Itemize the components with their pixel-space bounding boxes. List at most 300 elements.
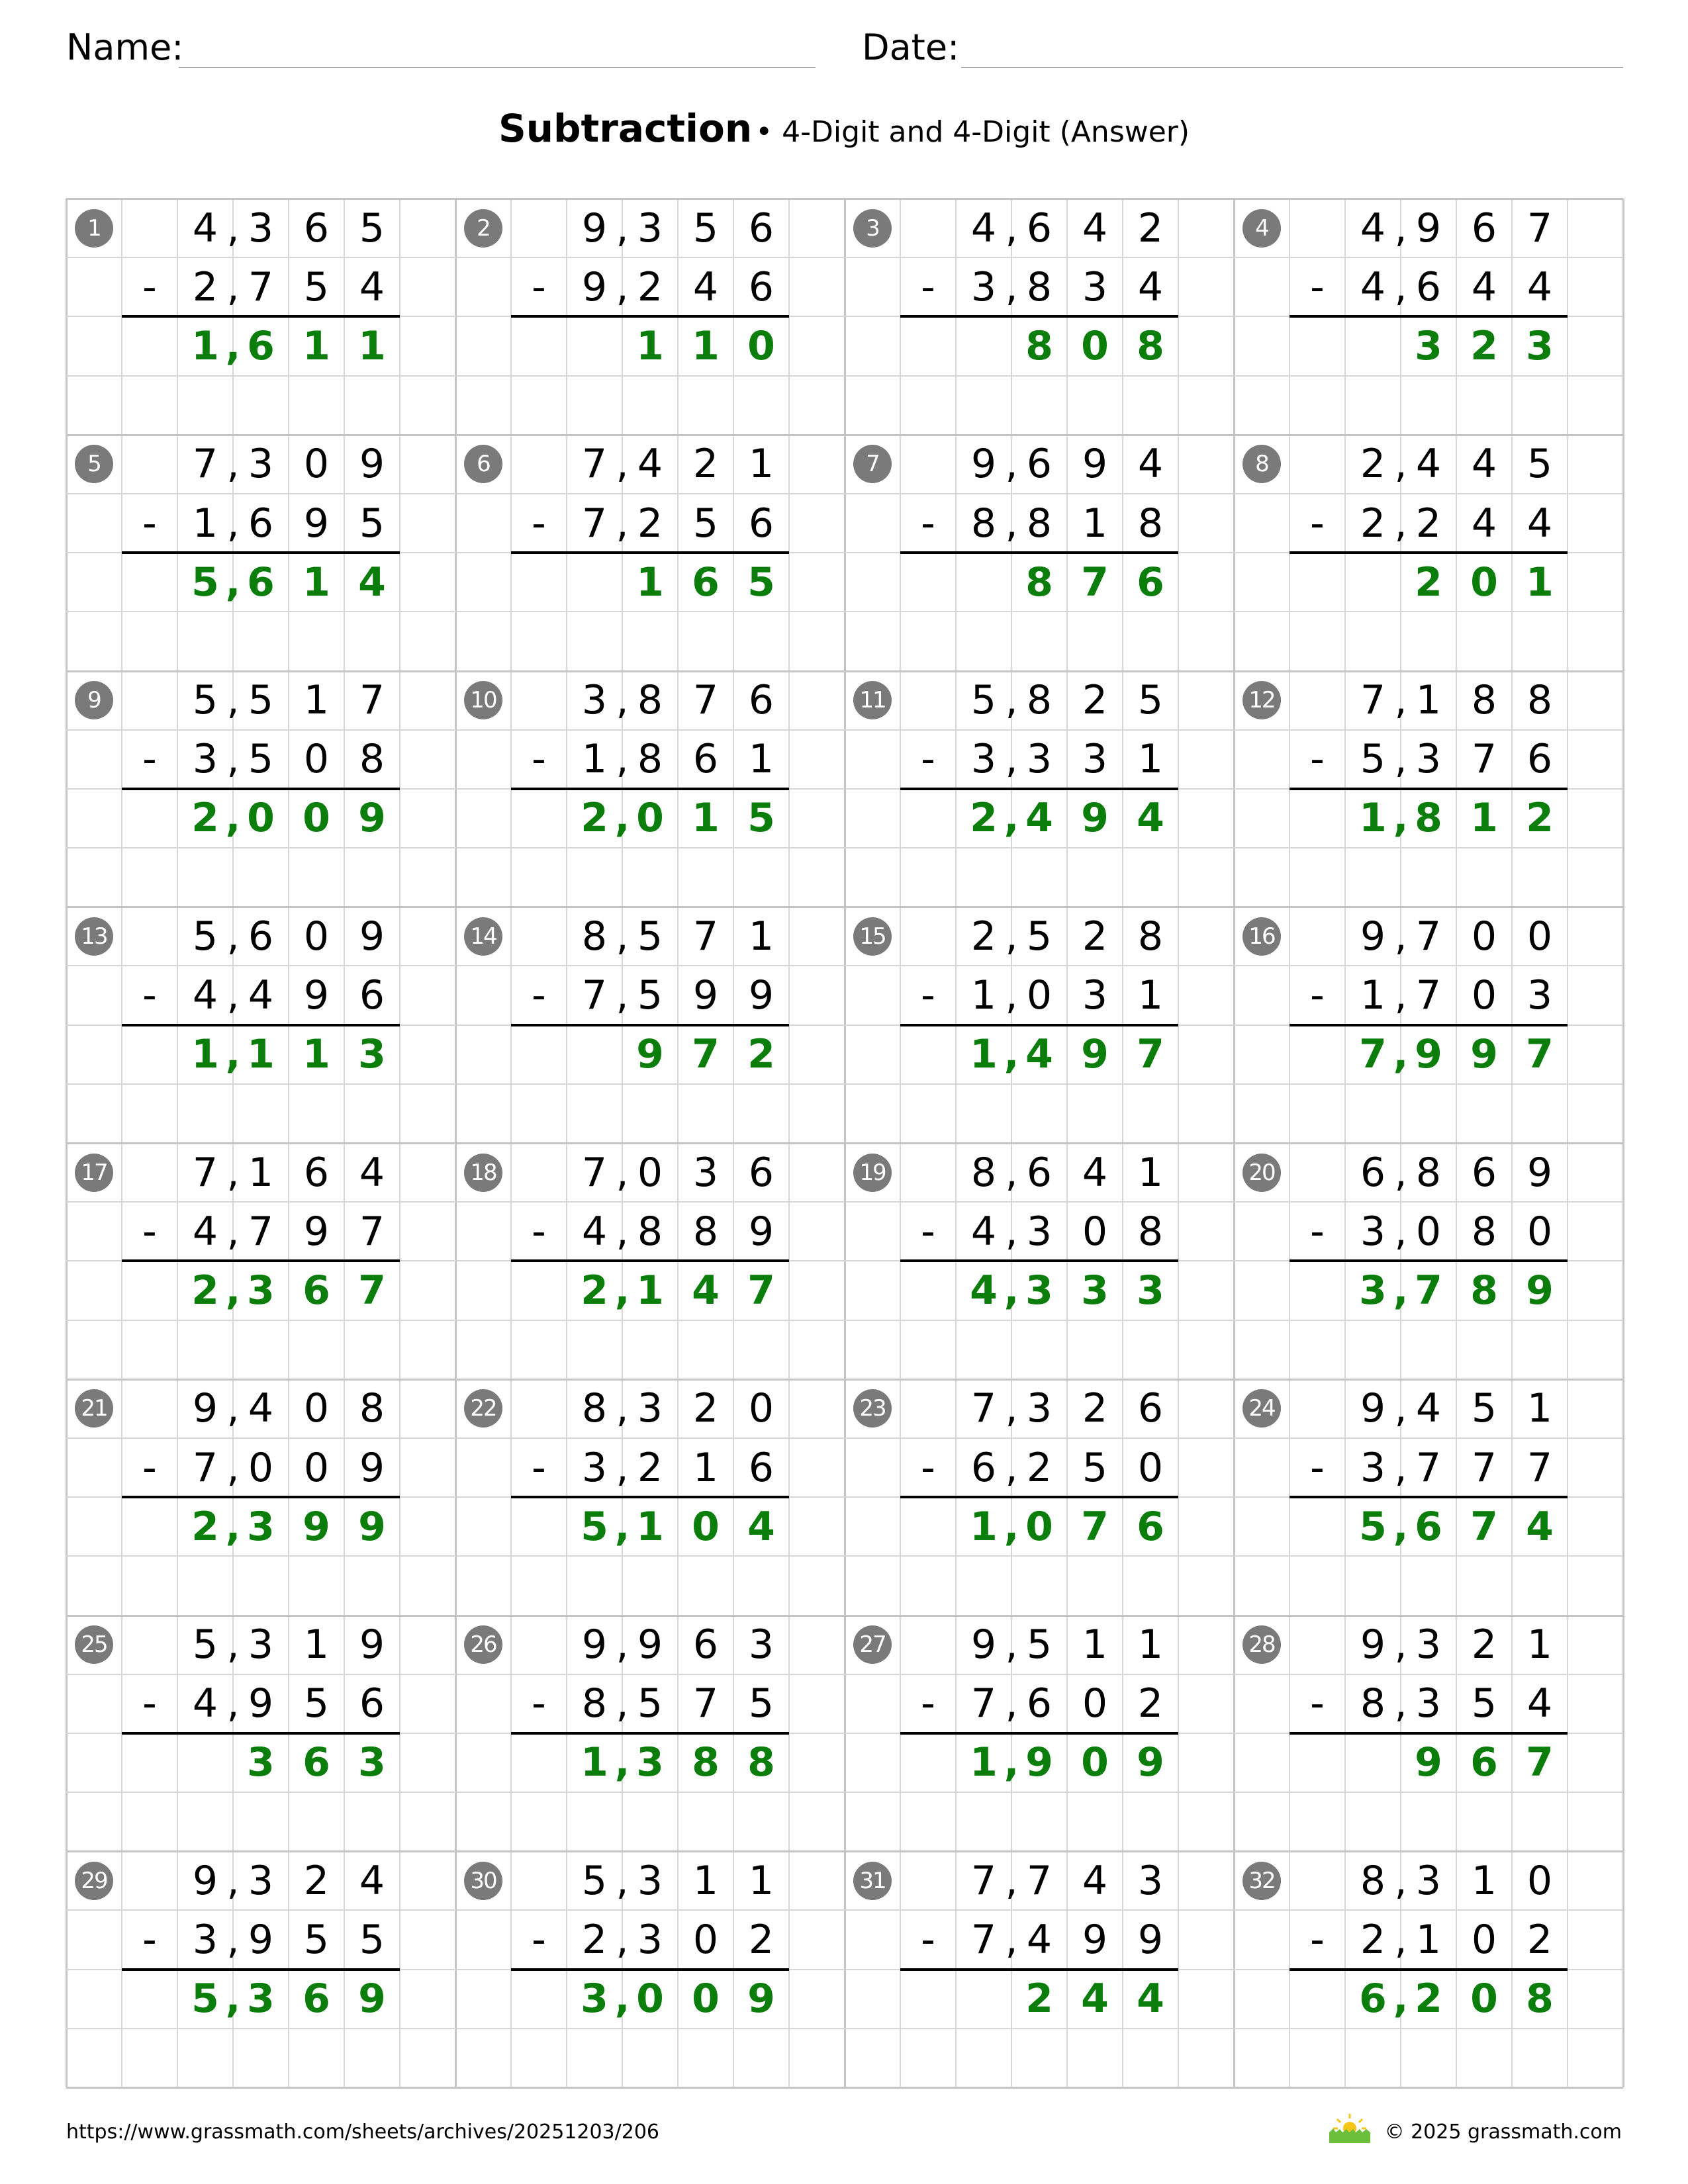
subtrahend-digit: 1: [748, 736, 774, 783]
minus-sign: -: [532, 500, 546, 547]
minuend-comma: ,: [1394, 1385, 1407, 1432]
subtrahend-digit: 2: [1360, 1917, 1386, 1964]
answer-digit: 1: [636, 1503, 664, 1550]
minus-sign: -: [532, 1680, 546, 1727]
minuend-digit: 5: [1471, 1385, 1497, 1432]
minuend-digit: 1: [303, 677, 330, 724]
minuend-comma: ,: [1394, 677, 1407, 724]
subtrahend-digit: 7: [248, 1208, 274, 1255]
subtrahend-digit: 3: [1026, 1208, 1053, 1255]
minuend-digit: 1: [748, 441, 774, 488]
answer-digit: 3: [1137, 1267, 1164, 1314]
minuend-digit: 3: [248, 205, 274, 251]
subtrahend-comma: ,: [1005, 1680, 1018, 1727]
minuend-digit: 2: [970, 913, 997, 960]
subtrahend-comma: ,: [1394, 972, 1407, 1019]
minuend-digit: 7: [1026, 1857, 1053, 1904]
subtrahend-digit: 4: [192, 1208, 218, 1255]
answer-digit: 9: [358, 1503, 386, 1550]
subtrahend-digit: 7: [1415, 1444, 1442, 1491]
answer-digit: 0: [692, 1976, 720, 2023]
subtrahend-digit: 8: [1360, 1680, 1386, 1727]
answer-digit: 7: [1526, 1739, 1554, 1786]
subtrahend-digit: 8: [692, 1208, 719, 1255]
minuend-digit: 9: [1360, 913, 1386, 960]
minuend-digit: 8: [1415, 1149, 1442, 1196]
answer-digit: 4: [1526, 1503, 1554, 1550]
subtrahend-digit: 2: [1137, 1680, 1164, 1727]
subtrahend-digit: 2: [581, 1917, 608, 1964]
subtrahend-digit: 8: [970, 500, 997, 547]
problem-number-badge: 14: [464, 917, 502, 956]
answer-digit: 6: [1470, 1739, 1498, 1786]
subtrahend-digit: 5: [1082, 1444, 1108, 1491]
minus-sign: -: [1310, 736, 1325, 783]
date-line: [961, 67, 1623, 68]
minuend-comma: ,: [226, 677, 240, 724]
minuend-digit: 2: [1082, 677, 1108, 724]
minus-sign: -: [142, 1680, 157, 1727]
answer-digit: 8: [1025, 559, 1053, 606]
minuend-digit: 3: [748, 1621, 774, 1668]
minuend-digit: 2: [1471, 1621, 1497, 1668]
minus-sign: -: [921, 263, 935, 310]
minuend-digit: 7: [192, 1149, 218, 1196]
minus-sign: -: [142, 263, 157, 310]
minuend-digit: 3: [1415, 1621, 1442, 1668]
subtrahend-digit: 3: [1082, 263, 1108, 310]
minuend-comma: ,: [226, 913, 240, 960]
answer-digit: 0: [636, 795, 664, 842]
subtrahend-digit: 0: [1082, 1680, 1108, 1727]
subtrahend-digit: 9: [581, 263, 608, 310]
subtrahend-digit: 6: [748, 1444, 774, 1491]
answer-digit: 1: [1359, 795, 1387, 842]
minuend-digit: 4: [1415, 1385, 1442, 1432]
subtrahend-digit: 1: [581, 736, 608, 783]
answer-comma: ,: [614, 1503, 630, 1550]
minuend-digit: 5: [692, 205, 719, 251]
answer-digit: 7: [692, 1031, 720, 1078]
minuend-digit: 5: [192, 677, 218, 724]
answer-comma: ,: [225, 1267, 241, 1314]
subtrahend-digit: 1: [1415, 1917, 1442, 1964]
minuend-digit: 9: [1360, 1621, 1386, 1668]
subtrahend-digit: 9: [303, 1208, 330, 1255]
answer-digit: 3: [358, 1739, 386, 1786]
minus-sign: -: [532, 736, 546, 783]
answer-digit: 2: [1025, 1976, 1053, 2023]
minuend-comma: ,: [226, 205, 240, 251]
minus-sign: -: [142, 1917, 157, 1964]
minus-sign: -: [142, 972, 157, 1019]
subtrahend-digit: 3: [1082, 972, 1108, 1019]
sun-over-grass-icon: [1327, 2111, 1373, 2144]
minuend-digit: 3: [637, 205, 663, 251]
subtrahend-comma: ,: [1005, 736, 1018, 783]
subtrahend-digit: 1: [1360, 972, 1386, 1019]
subtrahend-comma: ,: [226, 1208, 240, 1255]
answer-digit: 7: [358, 1267, 386, 1314]
minuend-digit: 0: [1526, 913, 1553, 960]
subtrahend-digit: 0: [1026, 972, 1053, 1019]
answer-digit: 4: [692, 1267, 720, 1314]
subtrahend-digit: 0: [1471, 972, 1497, 1019]
minuend-digit: 3: [1415, 1857, 1442, 1904]
answer-digit: 3: [1359, 1267, 1387, 1314]
minuend-digit: 6: [1360, 1149, 1386, 1196]
minuend-comma: ,: [1005, 1149, 1018, 1196]
subtrahend-digit: 9: [1082, 1917, 1108, 1964]
subtrahend-comma: ,: [226, 263, 240, 310]
answer-digit: 9: [303, 1503, 330, 1550]
minuend-digit: 5: [1137, 677, 1164, 724]
subtrahend-comma: ,: [1394, 1917, 1407, 1964]
minuend-digit: 5: [581, 1857, 608, 1904]
subtrahend-digit: 2: [637, 263, 663, 310]
subtrahend-digit: 1: [1137, 972, 1164, 1019]
minuend-digit: 8: [581, 1385, 608, 1432]
answer-digit: 8: [1415, 795, 1442, 842]
problem-number-badge: 24: [1243, 1389, 1281, 1428]
minuend-digit: 1: [1526, 1385, 1553, 1432]
problem-number-badge: 21: [75, 1389, 113, 1428]
grid-line-horizontal: [66, 2087, 1623, 2089]
subtrahend-digit: 0: [303, 1444, 330, 1491]
answer-digit: 2: [581, 795, 608, 842]
minuend-digit: 3: [248, 1621, 274, 1668]
minuend-digit: 1: [748, 1857, 774, 1904]
minus-sign: -: [532, 1208, 546, 1255]
name-label: Name:: [66, 26, 184, 68]
subtrahend-digit: 6: [748, 500, 774, 547]
problem-number-badge: 13: [75, 917, 113, 956]
answer-digit: 0: [247, 795, 275, 842]
subtrahend-digit: 5: [692, 500, 719, 547]
minuend-digit: 4: [1415, 441, 1442, 488]
minuend-digit: 9: [970, 441, 997, 488]
subtrahend-digit: 5: [1360, 736, 1386, 783]
minuend-comma: ,: [1005, 677, 1018, 724]
answer-digit: 9: [1415, 1031, 1442, 1078]
answer-digit: 5: [747, 795, 775, 842]
subtrahend-digit: 0: [692, 1917, 719, 1964]
answer-digit: 1: [303, 322, 330, 369]
answer-digit: 7: [1081, 1503, 1109, 1550]
minuend-digit: 9: [359, 913, 385, 960]
minuend-digit: 8: [637, 677, 663, 724]
answer-digit: 2: [191, 1503, 219, 1550]
minuend-digit: 3: [248, 441, 274, 488]
subtrahend-digit: 3: [1415, 1680, 1442, 1727]
answer-digit: 9: [1470, 1031, 1498, 1078]
problem-number-badge: 26: [464, 1625, 502, 1664]
subtrahend-digit: 3: [192, 736, 218, 783]
answer-digit: 8: [1470, 1267, 1498, 1314]
subtrahend-digit: 7: [692, 1680, 719, 1727]
minus-sign: -: [921, 972, 935, 1019]
subtrahend-digit: 3: [192, 1917, 218, 1964]
subtrahend-digit: 6: [1415, 263, 1442, 310]
minuend-comma: ,: [1005, 1385, 1018, 1432]
subtrahend-digit: 6: [359, 1680, 385, 1727]
title-subtitle: • 4-Digit and 4-Digit (Answer): [755, 115, 1190, 149]
subtrahend-comma: ,: [1005, 500, 1018, 547]
problem-number-badge: 18: [464, 1154, 502, 1192]
subtrahend-comma: ,: [616, 1444, 629, 1491]
subtrahend-digit: 4: [192, 1680, 218, 1727]
minuend-comma: ,: [1005, 1621, 1018, 1668]
answer-digit: 6: [247, 322, 275, 369]
minuend-digit: 9: [192, 1857, 218, 1904]
subtrahend-digit: 8: [1137, 1208, 1164, 1255]
answer-digit: 1: [970, 1503, 998, 1550]
minuend-comma: ,: [1394, 1621, 1407, 1668]
minuend-digit: 4: [1471, 441, 1497, 488]
minuend-digit: 1: [1471, 1857, 1497, 1904]
minuend-comma: ,: [616, 1149, 629, 1196]
answer-digit: 3: [1415, 322, 1442, 369]
problem-number-badge: 27: [853, 1625, 892, 1664]
problem-number-badge: 30: [464, 1862, 502, 1900]
minus-sign: -: [532, 263, 546, 310]
subtrahend-digit: 9: [748, 1208, 774, 1255]
subtrahend-digit: 4: [692, 263, 719, 310]
minuend-comma: ,: [616, 913, 629, 960]
subtrahend-digit: 0: [1471, 1917, 1497, 1964]
date-label: Date:: [862, 26, 960, 68]
answer-digit: 4: [1081, 1976, 1109, 2023]
minuend-comma: ,: [1394, 205, 1407, 251]
answer-comma: ,: [225, 795, 241, 842]
answer-digit: 5: [581, 1503, 608, 1550]
answer-digit: 2: [747, 1031, 775, 1078]
subtrahend-digit: 5: [748, 1680, 774, 1727]
minuend-comma: ,: [226, 441, 240, 488]
minuend-digit: 2: [303, 1857, 330, 1904]
minuend-digit: 3: [581, 677, 608, 724]
minus-sign: -: [142, 736, 157, 783]
subtrahend-comma: ,: [1394, 1444, 1407, 1491]
answer-digit: 1: [692, 795, 720, 842]
subtrahend-digit: 1: [192, 500, 218, 547]
answer-digit: 6: [1359, 1976, 1387, 2023]
answer-comma: ,: [225, 1031, 241, 1078]
subtrahend-digit: 8: [581, 1680, 608, 1727]
answer-digit: 7: [1137, 1031, 1164, 1078]
minuend-digit: 0: [303, 1385, 330, 1432]
minuend-comma: ,: [1005, 441, 1018, 488]
subtrahend-comma: ,: [1005, 1208, 1018, 1255]
minuend-digit: 7: [692, 913, 719, 960]
problem-number-badge: 1: [75, 209, 113, 248]
subtrahend-digit: 3: [581, 1444, 608, 1491]
subtrahend-digit: 5: [303, 1917, 330, 1964]
subtrahend-digit: 7: [970, 1917, 997, 1964]
minuend-digit: 8: [970, 1149, 997, 1196]
problem-number-badge: 11: [853, 681, 892, 719]
subtrahend-digit: 3: [1082, 736, 1108, 783]
answer-comma: ,: [1393, 1503, 1409, 1550]
minus-sign: -: [1310, 1917, 1325, 1964]
answer-digit: 3: [581, 1976, 608, 2023]
minuend-digit: 5: [637, 913, 663, 960]
name-line: [179, 67, 816, 68]
answer-digit: 1: [636, 559, 664, 606]
subtrahend-digit: 3: [1360, 1208, 1386, 1255]
problem-number-badge: 9: [75, 681, 113, 719]
minuend-digit: 7: [692, 677, 719, 724]
subtrahend-digit: 2: [1526, 1917, 1553, 1964]
footer-url: https://www.grassmath.com/sheets/archives/20251203/206: [66, 2120, 660, 2144]
answer-digit: 1: [191, 1031, 219, 1078]
answer-digit: 3: [1526, 322, 1554, 369]
minuend-digit: 8: [1471, 677, 1497, 724]
minuend-digit: 0: [637, 1149, 663, 1196]
minus-sign: -: [921, 500, 935, 547]
answer-digit: 9: [1526, 1267, 1554, 1314]
problem-number-badge: 32: [1243, 1862, 1281, 1900]
answer-comma: ,: [1004, 795, 1019, 842]
answer-digit: 5: [747, 559, 775, 606]
minuend-digit: 4: [637, 441, 663, 488]
subtrahend-digit: 0: [303, 736, 330, 783]
subtrahend-digit: 5: [359, 500, 385, 547]
subtrahend-comma: ,: [226, 736, 240, 783]
problem-number-badge: 31: [853, 1862, 892, 1900]
answer-digit: 7: [1415, 1267, 1442, 1314]
answer-digit: 0: [303, 795, 330, 842]
minuend-digit: 0: [1526, 1857, 1553, 1904]
subtrahend-digit: 8: [1026, 263, 1053, 310]
answer-digit: 7: [1526, 1031, 1554, 1078]
minuend-comma: ,: [1005, 1857, 1018, 1904]
subtrahend-digit: 8: [359, 736, 385, 783]
subtrahend-digit: 3: [1526, 972, 1553, 1019]
minuend-digit: 8: [1526, 677, 1553, 724]
subtrahend-digit: 7: [248, 263, 274, 310]
subtrahend-digit: 1: [1137, 736, 1164, 783]
subtrahend-comma: ,: [616, 1208, 629, 1255]
minuend-digit: 6: [692, 1621, 719, 1668]
answer-digit: 2: [191, 795, 219, 842]
minuend-digit: 9: [1082, 441, 1108, 488]
minuend-digit: 7: [970, 1385, 997, 1432]
minuend-comma: ,: [1394, 913, 1407, 960]
minuend-digit: 9: [1415, 205, 1442, 251]
subtrahend-digit: 4: [581, 1208, 608, 1255]
footer-copyright: © 2025 grassmath.com: [1384, 2120, 1622, 2144]
minuend-digit: 1: [303, 1621, 330, 1668]
answer-digit: 1: [1470, 795, 1498, 842]
subtrahend-digit: 1: [970, 972, 997, 1019]
answer-comma: ,: [614, 1267, 630, 1314]
minuend-digit: 6: [1137, 1385, 1164, 1432]
minuend-digit: 9: [359, 1621, 385, 1668]
answer-digit: 1: [970, 1031, 998, 1078]
problem-number-badge: 29: [75, 1862, 113, 1900]
minuend-digit: 6: [1471, 1149, 1497, 1196]
problem-number-badge: 23: [853, 1389, 892, 1428]
minuend-digit: 7: [970, 1857, 997, 1904]
minus-sign: -: [921, 736, 935, 783]
subtrahend-digit: 5: [637, 1680, 663, 1727]
answer-digit: 9: [1137, 1739, 1164, 1786]
answer-digit: 6: [1137, 1503, 1164, 1550]
minuend-digit: 5: [1526, 441, 1553, 488]
answer-digit: 1: [692, 322, 720, 369]
answer-digit: 8: [747, 1739, 775, 1786]
minuend-digit: 1: [1137, 1149, 1164, 1196]
minuend-digit: 6: [1026, 1149, 1053, 1196]
minuend-digit: 1: [1415, 677, 1442, 724]
minuend-digit: 2: [692, 441, 719, 488]
minuend-digit: 4: [970, 205, 997, 251]
subtrahend-comma: ,: [1394, 1680, 1407, 1727]
subtrahend-digit: 3: [637, 1917, 663, 1964]
subtrahend-comma: ,: [226, 1680, 240, 1727]
subtrahend-digit: 9: [359, 1444, 385, 1491]
minuend-digit: 5: [359, 205, 385, 251]
subtrahend-digit: 8: [1026, 500, 1053, 547]
minus-sign: -: [1310, 1680, 1325, 1727]
minuend-digit: 4: [248, 1385, 274, 1432]
minuend-digit: 3: [692, 1149, 719, 1196]
subtrahend-comma: ,: [226, 1917, 240, 1964]
minuend-digit: 6: [303, 205, 330, 251]
answer-digit: 5: [191, 1976, 219, 2023]
minuend-digit: 3: [1137, 1857, 1164, 1904]
minuend-digit: 4: [359, 1149, 385, 1196]
subtrahend-digit: 7: [970, 1680, 997, 1727]
minuend-digit: 9: [581, 205, 608, 251]
subtrahend-comma: ,: [616, 1917, 629, 1964]
problem-number-badge: 2: [464, 209, 502, 248]
answer-digit: 6: [303, 1267, 330, 1314]
answer-digit: 8: [692, 1739, 720, 1786]
subtrahend-comma: ,: [226, 972, 240, 1019]
answer-digit: 9: [1415, 1739, 1442, 1786]
answer-comma: ,: [614, 1739, 630, 1786]
minus-sign: -: [1310, 972, 1325, 1019]
answer-digit: 2: [1415, 1976, 1442, 2023]
answer-digit: 7: [747, 1267, 775, 1314]
minuend-digit: 3: [637, 1857, 663, 1904]
minuend-digit: 5: [192, 913, 218, 960]
subtrahend-digit: 2: [192, 263, 218, 310]
answer-digit: 2: [1470, 322, 1498, 369]
minuend-digit: 8: [1137, 913, 1164, 960]
answer-digit: 1: [581, 1739, 608, 1786]
minuend-comma: ,: [226, 1149, 240, 1196]
problem-number-badge: 7: [853, 445, 892, 483]
answer-digit: 4: [1137, 1976, 1164, 2023]
answer-digit: 1: [247, 1031, 275, 1078]
answer-comma: ,: [1393, 1267, 1409, 1314]
answer-digit: 6: [303, 1976, 330, 2023]
subtrahend-digit: 7: [1526, 1444, 1553, 1491]
minuend-digit: 1: [692, 1857, 719, 1904]
subtrahend-digit: 4: [1526, 263, 1553, 310]
answer-digit: 0: [692, 1503, 720, 1550]
subtrahend-digit: 0: [1526, 1208, 1553, 1255]
minuend-digit: 4: [1360, 205, 1386, 251]
problem-number-badge: 8: [1243, 445, 1281, 483]
problem-number-badge: 19: [853, 1154, 892, 1192]
minus-sign: -: [532, 972, 546, 1019]
subtrahend-comma: ,: [1005, 1444, 1018, 1491]
answer-digit: 6: [1137, 559, 1164, 606]
